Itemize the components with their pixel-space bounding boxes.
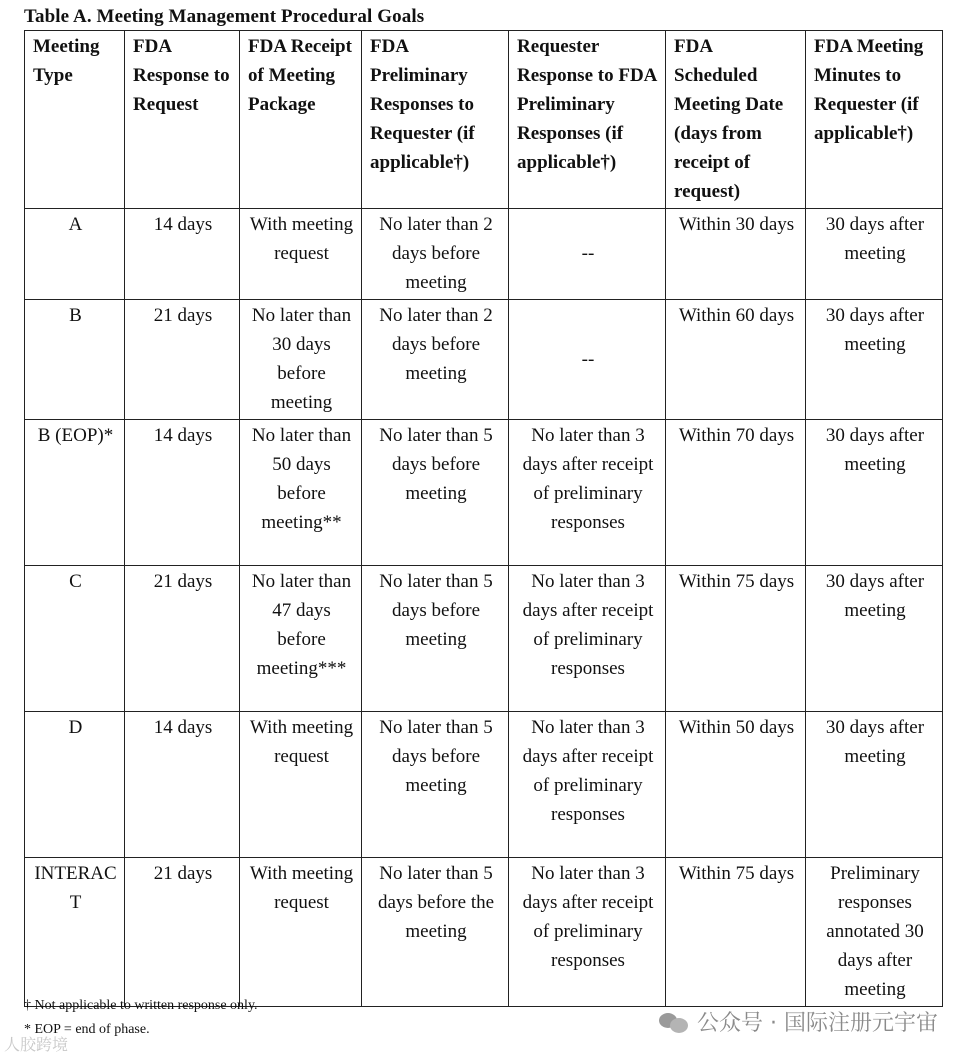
table-title: Table A. Meeting Management Procedural Goals <box>24 6 425 27</box>
cell: Within 30 days <box>666 209 806 300</box>
cell: 21 days <box>125 858 240 1007</box>
footnote-dagger: † Not applicable to written response only. <box>24 998 258 1013</box>
watermark-text: 公众号 · 国际注册元宇宙 <box>697 1011 938 1036</box>
procedural-goals-table <box>24 30 943 1007</box>
watermark-corner: 人胶跨境 <box>4 1035 69 1054</box>
header-cell: Meeting Type <box>25 31 125 209</box>
footnote-eop: * EOP = end of phase. <box>24 1022 150 1037</box>
cell: Within 75 days <box>666 566 806 712</box>
header-cell: FDA Response to Request <box>125 31 240 209</box>
cell: 14 days <box>125 420 240 566</box>
cell: -- <box>509 300 666 420</box>
cell: No later than 5 days before the meeting <box>362 858 509 1007</box>
cell: Within 60 days <box>666 300 806 420</box>
cell: No later than 3 days after receipt of preliminary responses <box>509 858 666 1007</box>
cell: 14 days <box>125 209 240 300</box>
table-row <box>25 209 943 300</box>
cell: C <box>25 566 125 712</box>
cell: 21 days <box>125 566 240 712</box>
header-cell: FDA Scheduled Meeting Date (days from receipt of request) <box>666 31 806 209</box>
watermark <box>659 1006 938 1037</box>
table-row <box>25 858 943 1007</box>
cell: 21 days <box>125 300 240 420</box>
cell: 30 days after meeting <box>806 300 943 420</box>
header-cell: FDA Receipt of Meeting Package <box>240 31 362 209</box>
cell: No later than 3 days after receipt of preliminary responses <box>509 712 666 858</box>
cell: 30 days after meeting <box>806 209 943 300</box>
cell: B (EOP)* <box>25 420 125 566</box>
cell: INTERACT <box>25 858 125 1007</box>
cell: No later than 2 days before meeting <box>362 300 509 420</box>
table-row <box>25 300 943 420</box>
cell: 30 days after meeting <box>806 566 943 712</box>
cell: A <box>25 209 125 300</box>
wechat-icon <box>659 1011 689 1033</box>
cell: No later than 5 days before meeting <box>362 712 509 858</box>
cell: 30 days after meeting <box>806 712 943 858</box>
cell: Within 70 days <box>666 420 806 566</box>
cell: 30 days after meeting <box>806 420 943 566</box>
table-row <box>25 420 943 566</box>
header-row <box>25 31 943 209</box>
cell: Within 75 days <box>666 858 806 1007</box>
table-row <box>25 712 943 858</box>
cell: No later than 5 days before meeting <box>362 420 509 566</box>
cell: D <box>25 712 125 858</box>
table-row <box>25 566 943 712</box>
cell: B <box>25 300 125 420</box>
cell: No later than 3 days after receipt of preliminary responses <box>509 420 666 566</box>
cell: With meeting request <box>240 209 362 300</box>
cell: -- <box>509 209 666 300</box>
header-cell: Requester Response to FDA Preliminary Responses (if applicable†) <box>509 31 666 209</box>
cell: No later than 3 days after receipt of preliminary responses <box>509 566 666 712</box>
cell: No later than 5 days before meeting <box>362 566 509 712</box>
cell: No later than 47 days before meeting*** <box>240 566 362 712</box>
cell: Within 50 days <box>666 712 806 858</box>
cell: No later than 30 days before meeting <box>240 300 362 420</box>
cell: With meeting request <box>240 858 362 1007</box>
cell: Preliminary responses annotated 30 days after meeting <box>806 858 943 1007</box>
cell: With meeting request <box>240 712 362 858</box>
header-cell: FDA Preliminary Responses to Requester (if applicable†) <box>362 31 509 209</box>
cell: No later than 2 days before meeting <box>362 209 509 300</box>
cell: 14 days <box>125 712 240 858</box>
header-cell: FDA Meeting Minutes to Requester (if applicable†) <box>806 31 943 209</box>
cell: No later than 50 days before meeting** <box>240 420 362 566</box>
